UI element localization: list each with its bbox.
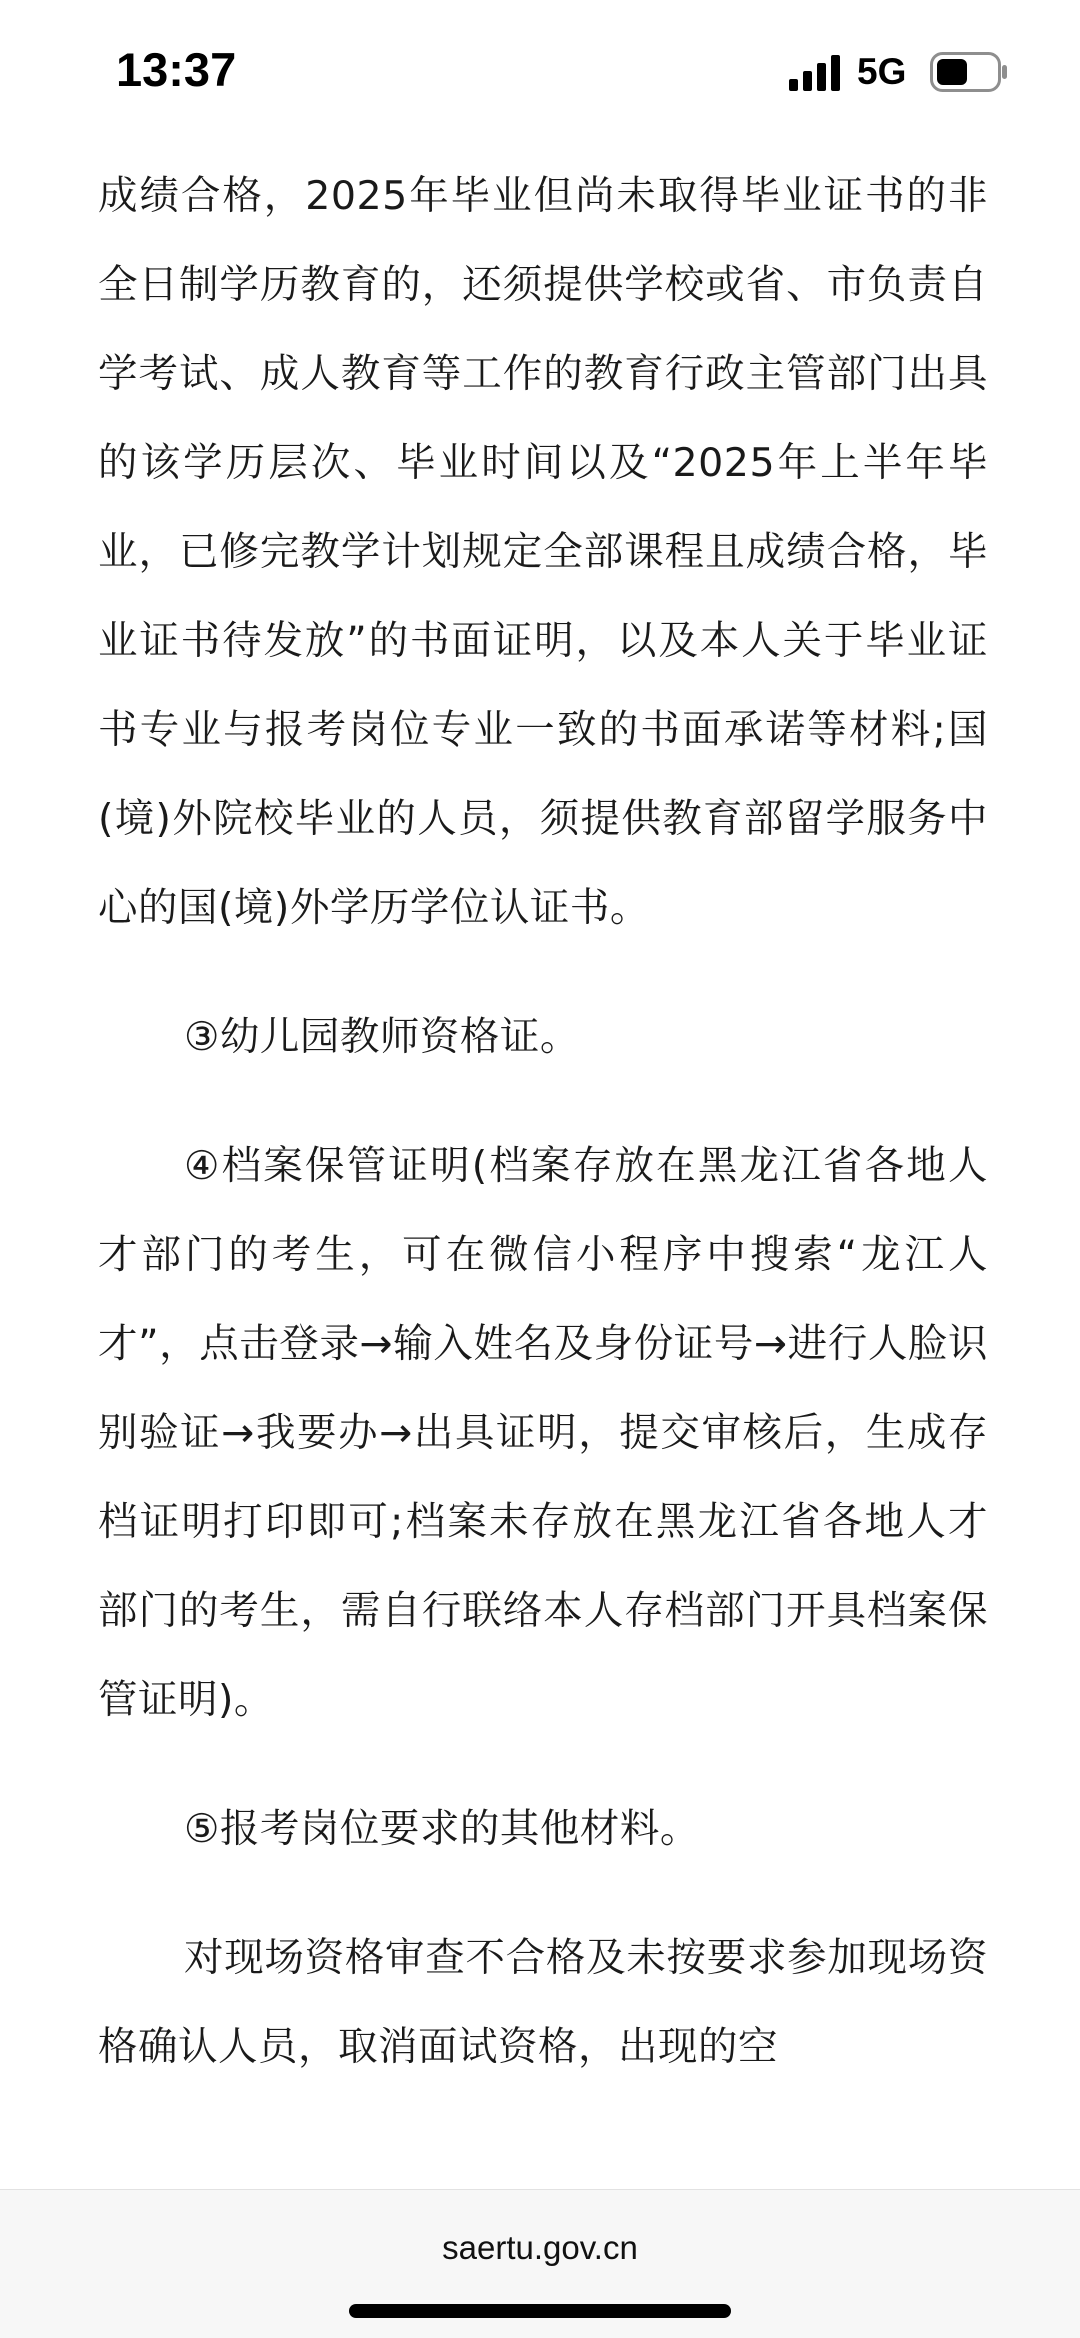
cellular-signal-icon <box>789 55 843 91</box>
article-content <box>98 152 988 2092</box>
status-time: 13:37 <box>116 43 237 96</box>
article-paragraph-archive-certificate: ④档案保管证明(档案存放在黑龙江省各地人才部门的考生，可在微信小程序中搜索“龙江人才”，点击登录→输入姓名及身份证号→进行人脸识别验证→我要办→出具证明，提交审核后，生成存档证明打印即可;档案未存放在黑龙江省各地人才部门的考生，需自行联络本人存档部门开具档案保管证明)。 <box>98 1143 988 1723</box>
home-indicator[interactable] <box>349 2304 731 2318</box>
article-paragraph-other-materials: ⑤报考岗位要求的其他材料。 <box>184 1806 700 1852</box>
network-type-label: 5G <box>857 51 907 92</box>
address-bar-url[interactable]: saertu.gov.cn <box>442 2229 638 2266</box>
article-paragraph-teacher-certificate: ③幼儿园教师资格证。 <box>184 1014 580 1060</box>
article-paragraph-requirements: 成绩合格，2025年毕业但尚未取得毕业证书的非全日制学历教育的，还须提供学校或省、市负责自学考试、成人教育等工作的教育行政主管部门出具的该学历层次、毕业时间以及“2025年上半年毕业，已修完教学计划规定全部课程且成绩合格，毕业证书待发放”的书面证明，以及本人关于毕业证书专业与报考岗位专业一致的书面承诺等材料;国(境)外院校毕业的人员，须提供教育部留学服务中心的国(境)外学历学位认证书。 <box>98 173 988 931</box>
article-paragraph-disqualification: 对现场资格审查不合格及未按要求参加现场资格确认人员，取消面试资格，出现的空 <box>98 1935 988 2070</box>
browser-bottom-bar[interactable] <box>0 2189 1080 2338</box>
status-bar <box>0 0 1080 140</box>
battery-icon <box>930 52 1008 92</box>
